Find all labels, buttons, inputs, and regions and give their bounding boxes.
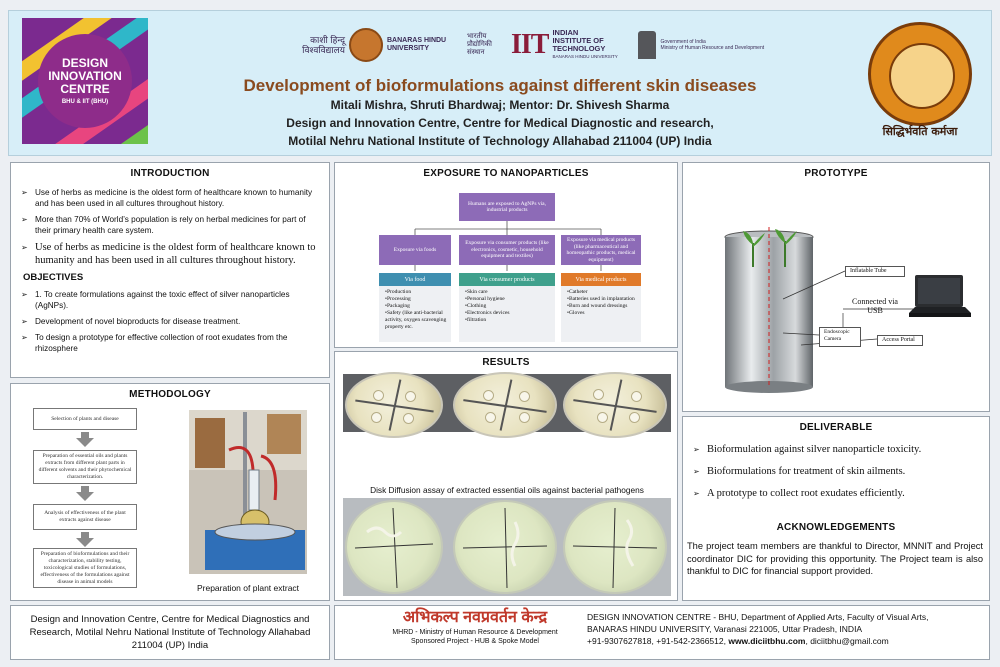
contact-line1: DESIGN INNOVATION CENTRE - BHU, Department of Applied Arts, Faculty of Visual Arts, — [587, 612, 929, 622]
petri-dish-6 — [563, 500, 667, 594]
list-item: • Gloves — [567, 310, 638, 317]
exposure-panel — [334, 162, 678, 348]
mnnit-logo — [868, 22, 972, 126]
mnnit-logo-center — [889, 43, 955, 109]
methodology-title: METHODOLOGY — [129, 389, 211, 400]
branch-medical-box: Exposure via medical products (like pharmaceutical and homeopathic products, medical equipment) — [561, 235, 641, 265]
list-item: ➢ Use of herbs as medicine is the oldest form of healthcare known to humanity and has been used in all cultures throughout history. — [21, 188, 313, 208]
dic-logo-line3: CENTRE — [60, 82, 110, 96]
list-item: ➢ More than 70% of World’s population is rely on herbal medicines for part of their primary health care system. — [21, 215, 306, 235]
list-item: • filtration — [465, 317, 552, 324]
list-item: ➢ Use of herbs as medicine is the oldest form of healthcare known to humanity and has been used in all cultures throughout history. — [21, 242, 316, 266]
deliverable-list — [683, 443, 989, 500]
via-consumer-head: Via consumer products — [459, 273, 555, 286]
footer-right — [334, 605, 990, 660]
introduction-list — [11, 187, 329, 236]
method-step-2: Preparation of essential oils and plants extracts from different plant parts in different solvents and their phytochemical characterization. — [33, 450, 137, 484]
dic-logo — [22, 18, 148, 144]
footer-address: Design and Innovation Centre, Centre for Medical Diagnostics and Research, Motilal Nehru National Institute of Technology Allahabad 211004 (UP) India — [29, 614, 311, 651]
govt-line1: Government of India — [660, 39, 706, 45]
list-item: • Burn and wound dressings — [567, 303, 638, 310]
mnnit-motto: सिद्धिर्भवति कर्मजा — [882, 125, 958, 138]
iit-english: INDIAN INSTITUTE OF TECHNOLOGY — [552, 28, 606, 53]
list-item: • Clothing — [465, 303, 552, 310]
introduction-big-list — [11, 241, 329, 267]
petri-dish-1 — [345, 372, 443, 438]
contact-email: , diciitbhu@gmail.com — [805, 636, 889, 646]
list-item: ➢ Bioformulations for treatment of skin ailments. — [693, 466, 906, 477]
method-step-1: Selection of plants and disease — [33, 408, 137, 430]
exposure-title: EXPOSURE TO NANOPARTICLES — [423, 168, 589, 179]
ashoka-emblem-icon — [638, 31, 656, 59]
via-food-head: Via food — [379, 273, 451, 286]
petri-dish-3 — [563, 372, 667, 438]
via-medical-list — [561, 286, 641, 342]
govt-logo — [638, 31, 770, 59]
website-link[interactable]: www.diciitbhu.com — [728, 636, 806, 646]
iit-hindi: भारतीय प्रौद्योगिकी संस्थान — [467, 33, 492, 56]
dic-logo-line1: DESIGN — [61, 56, 108, 70]
list-item: • Batteries used in implantation — [567, 296, 638, 303]
bhu-logo — [285, 28, 447, 62]
list-item: • Processing — [385, 296, 448, 303]
arrow-bullet-icon: ➢ — [21, 188, 28, 197]
inflatable-tube-label: Inflatable Tube — [845, 266, 905, 277]
title-block — [150, 76, 850, 150]
results-caption: Disk Diffusion assay of extracted essential oils against bacterial pathogens — [370, 485, 644, 495]
petri-dish-5 — [453, 500, 557, 594]
list-item: • Electronics devices — [465, 310, 552, 317]
footer-left — [10, 605, 330, 660]
list-item: ➢ Bioformulation against silver nanoparticle toxicity. — [693, 444, 922, 455]
govt-line2: Ministry of Human Resource and Development — [660, 45, 765, 51]
arrow-bullet-icon: ➢ — [693, 467, 700, 476]
down-arrow-icon — [76, 492, 94, 501]
bhu-seal-icon — [349, 28, 383, 62]
iit-sub: BANARAS HINDU UNIVERSITY — [552, 54, 618, 59]
contact-line3 — [587, 635, 987, 647]
iit-mark: IIT — [511, 29, 549, 60]
via-medical-head: Via medical products — [561, 273, 641, 286]
bhu-hindi: काशी हिन्दू विश्वविद्यालय — [302, 35, 345, 55]
methodology-panel — [10, 383, 330, 601]
dic-logo-sub: BHU & IIT (BHU) — [61, 99, 109, 105]
deliverable-title: DELIVERABLE — [799, 422, 873, 433]
contact-line2: BANARAS HINDU UNIVERSITY, Varanasi 221005, Uttar Pradesh, INDIA — [587, 624, 863, 634]
method-step-4: Preparation of bioformulations and their characterization, stability testing, toxicological studies of formulations, effectiveness of the formulations against disease in animal models — [33, 548, 137, 588]
arrow-bullet-icon: ➢ — [693, 489, 700, 498]
prototype-title: PROTOTYPE — [804, 168, 868, 179]
branch-foods-box: Exposure via foods — [379, 235, 451, 265]
objectives-title: OBJECTIVES — [23, 272, 84, 283]
partner-logos — [285, 24, 765, 66]
arrow-bullet-icon: ➢ — [21, 333, 28, 342]
mhrd-line: MHRD - Ministry of Human Resource & Development — [392, 629, 558, 636]
arrow-bullet-icon: ➢ — [21, 317, 28, 326]
list-item: ➢ A prototype to collect root exudates efficiently. — [693, 488, 905, 499]
dic-logo-line2: INNOVATION — [48, 69, 122, 83]
list-item: • Catheter — [567, 289, 638, 296]
extraction-apparatus-photo — [189, 410, 307, 574]
list-item: • Production — [385, 289, 448, 296]
arrow-bullet-icon: ➢ — [693, 445, 700, 454]
prototype-panel — [682, 162, 990, 412]
poster-title: Development of bioformulations against different skin diseases — [243, 76, 757, 95]
list-item: • Personal hygiene — [465, 296, 552, 303]
affiliation-line2: Motilal Nehru National Institute of Technology Allahabad 211004 (UP) India — [288, 134, 712, 148]
list-item: ➢ To design a prototype for effective collection of root exudates from the rhizosphere — [21, 333, 288, 353]
authors: Mitali Mishra, Shruti Bhardwaj; Mentor: Dr. Shivesh Sharma — [330, 98, 670, 112]
connected-usb-label: Connected via USB — [852, 297, 898, 315]
arrow-bullet-icon: ➢ — [21, 243, 28, 252]
dic-hindi-title: अभिकल्प नवप्रवर्तन केन्द्र — [402, 609, 548, 626]
photo-caption: Preparation of plant extract — [196, 583, 300, 593]
acknowledgements-text: The project team members are thankful to Director, MNNIT and Project coordinator DIC for providing this opportunity. The Project team is also thankful to DIC for financial support provided. — [687, 541, 983, 576]
deliverable-panel — [682, 416, 990, 601]
affiliation-line1: Design and Innovation Centre, Centre for Medical Diagnostic and research, — [286, 116, 714, 130]
introduction-panel — [10, 162, 330, 378]
down-arrow-icon — [76, 438, 94, 447]
iit-bhu-logo — [467, 29, 618, 61]
results-title: RESULTS — [482, 357, 530, 368]
arrow-bullet-icon: ➢ — [21, 290, 28, 299]
method-step-3: Analysis of effectiveness of the plant extracts against disease — [33, 504, 137, 530]
laptop-icon — [909, 273, 971, 325]
introduction-title: INTRODUCTION — [130, 168, 210, 179]
contact-phone: +91-9307627818, +91-542-2366512, — [587, 636, 729, 646]
via-consumer-list — [459, 286, 555, 342]
sponsor-line: Sponsored Project - HUB & Spoke Model — [410, 638, 539, 645]
bhu-english: BANARAS HINDU UNIVERSITY — [387, 37, 447, 52]
exposure-root-box: Humans are exposed to AgNPs via, industrial products — [459, 193, 555, 221]
down-arrow-icon — [76, 538, 94, 547]
via-food-list — [379, 286, 451, 342]
arrow-bullet-icon: ➢ — [21, 215, 28, 224]
list-item: ➢ 1. To create formulations against the toxic effect of silver nanoparticles (AgNPs). — [21, 290, 290, 310]
access-portal-label: Access Portal — [877, 335, 923, 346]
results-panel — [334, 351, 678, 601]
acknowledgements-title: ACKNOWLEDGEMENTS — [776, 522, 896, 533]
petri-dish-4 — [345, 500, 443, 594]
list-item: ➢ Development of novel bioproducts for disease treatment. — [21, 317, 241, 326]
endoscopic-camera-label: Endoscopic Camera — [819, 327, 861, 347]
branch-consumer-box: Exposure via consumer products (like electronics, cosmetic, household equipment and textiles) — [459, 235, 555, 265]
list-item: • Packaging — [385, 303, 448, 310]
objectives-list — [11, 289, 329, 354]
list-item: • Safety (like anti-bacterial activity, oxygen scavenging property etc. — [385, 310, 448, 331]
list-item: • Skin care — [465, 289, 552, 296]
petri-dish-2 — [453, 372, 557, 438]
